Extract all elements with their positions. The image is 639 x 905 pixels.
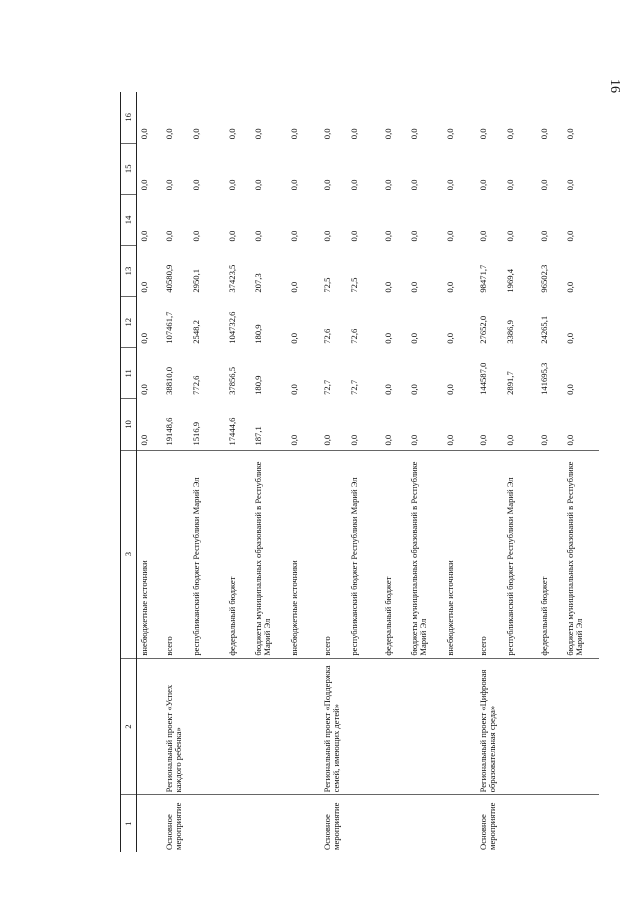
value-cell: 0,0	[538, 179, 549, 191]
value-cell: 0,0	[139, 230, 149, 242]
value-cell: 0,0	[288, 384, 299, 395]
value-cell: 0,0	[537, 399, 563, 450]
value-cell: 0,0	[288, 333, 299, 344]
table-row	[407, 92, 443, 852]
value-cell: 3386,9	[504, 320, 515, 344]
funding-source-cell: бюджеты муниципальных образований в Республике Марий Эл	[251, 450, 287, 658]
value-cell: 0,0	[382, 384, 393, 395]
table-row	[443, 92, 473, 852]
value-cell: 0,0	[444, 230, 455, 242]
project-name-cell	[251, 658, 287, 795]
value-cell: 38810,0	[163, 366, 174, 395]
table-body	[137, 92, 599, 852]
project-name-cell	[503, 658, 537, 795]
value-cell: 1516,9	[189, 399, 225, 450]
value-cell: 104732,6	[226, 311, 237, 344]
value-cell: 0,0	[564, 179, 575, 191]
value-cell: 187,1	[251, 399, 287, 450]
value-cell: 0,0	[288, 230, 299, 242]
project-name-cell	[563, 658, 599, 795]
value-cell: 0,0	[288, 281, 299, 293]
value-cell: 37856,5	[226, 366, 237, 395]
header-cell: 1	[121, 795, 137, 852]
table-row	[563, 92, 599, 852]
activity-type-cell	[225, 795, 251, 852]
table-row	[251, 92, 287, 852]
value-cell: 0,0	[226, 230, 237, 242]
project-name-cell	[407, 658, 443, 795]
table-row	[159, 92, 189, 852]
value-cell: 2950,1	[190, 268, 201, 293]
project-name-cell	[287, 658, 317, 795]
value-cell: 0,0	[444, 128, 455, 140]
value-cell: 0,0	[444, 179, 455, 191]
value-cell: 0,0	[443, 399, 473, 450]
value-cell: 0,0	[163, 179, 174, 191]
activity-type-cell	[251, 795, 287, 852]
funding-source-cell: внебюджетные источники	[287, 450, 317, 658]
value-cell: 0,0	[137, 399, 159, 450]
value-cell: 0,0	[504, 230, 515, 242]
value-cell: 0,0	[348, 230, 359, 242]
value-cell: 72,7	[321, 379, 332, 395]
value-cell: 0,0	[564, 333, 575, 344]
funding-source-cell: всего	[473, 450, 503, 658]
value-cell: 0,0	[382, 230, 393, 242]
value-cell: 96502,3	[538, 264, 549, 293]
value-cell: 0,0	[288, 128, 299, 140]
funding-source-cell: республиканский бюджет Республики Марий Эл	[503, 450, 537, 658]
header-cell: 15	[121, 143, 137, 194]
value-cell: 2891,7	[504, 371, 515, 395]
value-cell: 98471,7	[477, 264, 488, 293]
value-cell: 0,0	[190, 128, 201, 140]
value-cell: 0,0	[408, 281, 419, 293]
budget-table	[120, 92, 599, 852]
value-cell: 0,0	[348, 128, 359, 140]
value-cell: 0,0	[163, 230, 174, 242]
value-cell: 0,0	[408, 333, 419, 344]
table-row	[317, 92, 347, 852]
funding-source-cell: федеральный бюджет	[225, 450, 251, 658]
value-cell: 0,0	[139, 333, 149, 344]
value-cell: 0,0	[139, 384, 149, 395]
value-cell: 0,0	[190, 230, 201, 242]
project-name-cell	[347, 658, 381, 795]
value-cell: 24265,1	[538, 315, 549, 344]
value-cell: 0,0	[444, 281, 455, 293]
value-cell: 72,7	[348, 379, 359, 395]
value-cell: 0,0	[321, 128, 332, 140]
funding-source-cell: федеральный бюджет	[537, 450, 563, 658]
project-name-cell	[225, 658, 251, 795]
funding-source-cell: всего	[159, 450, 189, 658]
activity-type-cell: Основное мероприятие	[477, 802, 498, 850]
value-cell: 0,0	[408, 384, 419, 395]
value-cell: 0,0	[139, 281, 149, 293]
value-cell: 207,3	[252, 273, 263, 293]
activity-type-cell	[137, 795, 159, 852]
value-cell: 141695,3	[538, 362, 549, 395]
value-cell: 0,0	[407, 399, 443, 450]
value-cell: 107461,7	[163, 311, 174, 344]
value-cell: 0,0	[252, 179, 263, 191]
value-cell: 180,9	[252, 375, 263, 395]
activity-type-cell: Основное мероприятие	[321, 802, 342, 850]
value-cell: 144587,0	[477, 362, 488, 395]
table-row	[381, 92, 407, 852]
header-cell: 2	[121, 658, 137, 795]
funding-source-cell: федеральный бюджет	[381, 450, 407, 658]
activity-type-cell	[189, 795, 225, 852]
value-cell: 1969,4	[504, 268, 515, 293]
value-cell: 0,0	[317, 399, 347, 450]
project-name-cell: Региональный проект «Цифровая образовательная среда»	[473, 658, 503, 795]
value-cell: 0,0	[347, 399, 381, 450]
funding-source-cell: внебюджетные источники	[137, 450, 159, 658]
table-row	[503, 92, 537, 852]
value-cell: 0,0	[382, 281, 393, 293]
value-cell: 72,6	[348, 328, 359, 344]
value-cell: 0,0	[564, 128, 575, 140]
header-cell: 13	[121, 245, 137, 296]
value-cell: 0,0	[564, 281, 575, 293]
value-cell: 0,0	[538, 230, 549, 242]
value-cell: 0,0	[444, 333, 455, 344]
value-cell: 40580,9	[163, 264, 174, 293]
value-cell: 0,0	[477, 128, 488, 140]
value-cell: 0,0	[408, 230, 419, 242]
rotated-table-container	[120, 92, 585, 852]
activity-type-cell	[443, 795, 473, 852]
funding-source-cell: всего	[317, 450, 347, 658]
value-cell: 0,0	[563, 399, 599, 450]
funding-source-cell: республиканский бюджет Республики Марий Эл	[347, 450, 381, 658]
table-row	[347, 92, 381, 852]
page-number: 16	[607, 79, 622, 93]
header-cell: 11	[121, 348, 137, 399]
value-cell: 27652,0	[477, 315, 488, 344]
value-cell: 0,0	[477, 179, 488, 191]
table-row	[137, 92, 159, 852]
activity-type-cell: Основное мероприятие	[163, 802, 184, 850]
value-cell: 0,0	[139, 128, 149, 140]
value-cell: 0,0	[226, 179, 237, 191]
project-name-cell	[137, 658, 159, 795]
value-cell: 0,0	[408, 179, 419, 191]
activity-type-cell	[563, 795, 599, 852]
funding-source-cell: бюджеты муниципальных образований в Республике Марий Эл	[407, 450, 443, 658]
activity-type-cell	[407, 795, 443, 852]
value-cell: 0,0	[473, 399, 503, 450]
value-cell: 0,0	[252, 128, 263, 140]
table-row	[473, 92, 503, 852]
activity-type-cell	[287, 795, 317, 852]
header-cell: 3	[121, 450, 137, 658]
value-cell: 37423,5	[226, 264, 237, 293]
value-cell: 0,0	[190, 179, 201, 191]
value-cell: 0,0	[444, 384, 455, 395]
activity-type-cell	[347, 795, 381, 852]
value-cell: 0,0	[287, 399, 317, 450]
value-cell: 0,0	[382, 179, 393, 191]
value-cell: 19148,6	[159, 399, 189, 450]
value-cell: 72,6	[321, 328, 332, 344]
value-cell: 0,0	[381, 399, 407, 450]
header-row	[121, 92, 137, 852]
value-cell: 0,0	[321, 179, 332, 191]
project-name-cell	[443, 658, 473, 795]
funding-source-cell: внебюджетные источники	[443, 450, 473, 658]
value-cell: 0,0	[504, 128, 515, 140]
value-cell: 0,0	[382, 128, 393, 140]
project-name-cell: Региональный проект «Поддержка семей, имеющих детей»	[317, 658, 347, 795]
value-cell: 0,0	[564, 230, 575, 242]
table-row	[189, 92, 225, 852]
header-cell: 12	[121, 297, 137, 348]
project-name-cell	[189, 658, 225, 795]
table-row	[537, 92, 563, 852]
activity-type-cell	[381, 795, 407, 852]
value-cell: 0,0	[163, 128, 174, 140]
value-cell: 0,0	[382, 333, 393, 344]
value-cell: 0,0	[564, 384, 575, 395]
value-cell: 0,0	[226, 128, 237, 140]
funding-source-cell: республиканский бюджет Республики Марий Эл	[189, 450, 225, 658]
value-cell: 180,9	[252, 324, 263, 344]
value-cell: 72,5	[348, 277, 359, 293]
value-cell: 0,0	[538, 128, 549, 140]
value-cell: 0,0	[408, 128, 419, 140]
header-cell: 10	[121, 399, 137, 450]
value-cell: 0,0	[252, 230, 263, 242]
funding-source-cell: бюджеты муниципальных образований в Республике Марий Эл	[563, 450, 599, 658]
value-cell: 17444,6	[225, 399, 251, 450]
value-cell: 0,0	[139, 179, 149, 191]
value-cell: 0,0	[321, 230, 332, 242]
table-row	[225, 92, 251, 852]
value-cell: 0,0	[348, 179, 359, 191]
value-cell: 72,5	[321, 277, 332, 293]
value-cell: 0,0	[503, 399, 537, 450]
table-row	[287, 92, 317, 852]
value-cell: 0,0	[504, 179, 515, 191]
header-cell: 14	[121, 194, 137, 245]
value-cell: 0,0	[477, 230, 488, 242]
header-cell: 16	[121, 92, 137, 143]
project-name-cell	[537, 658, 563, 795]
project-name-cell	[381, 658, 407, 795]
value-cell: 2548,2	[190, 320, 201, 344]
value-cell: 772,6	[190, 375, 201, 395]
project-name-cell: Региональный проект «Успех каждого ребенка»	[159, 658, 189, 795]
value-cell: 0,0	[288, 179, 299, 191]
activity-type-cell	[503, 795, 537, 852]
activity-type-cell	[537, 795, 563, 852]
